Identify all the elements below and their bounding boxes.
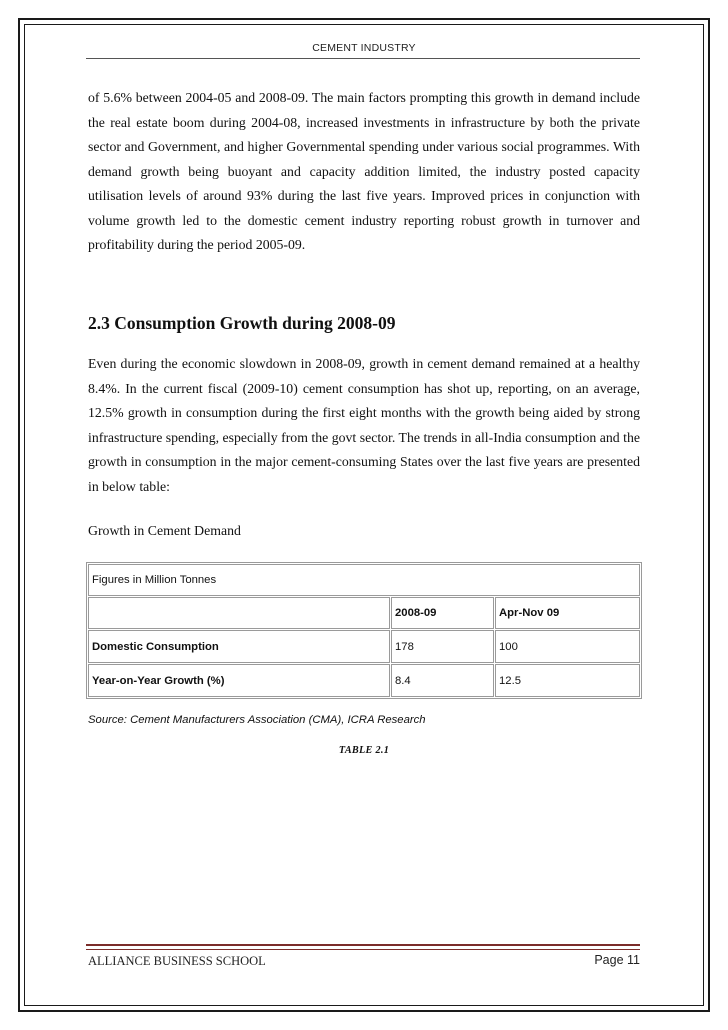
source-note: Source: Cement Manufacturers Association (CMA), ICRA Research	[88, 714, 426, 726]
row-label-domestic-consumption: Domestic Consumption	[88, 630, 390, 663]
units-note-cell: Figures in Million Tonnes	[88, 564, 640, 596]
table-header-row	[88, 597, 640, 629]
cell-value: 100	[495, 630, 640, 663]
intro-paragraph: of 5.6% between 2004-05 and 2008-09. The main factors prompting this growth in demand include the real estate boom during 2004-08, increased investments in infrastructure by both the private sector and Government, and higher Governmental spending under various social programmes. With demand growth being buoyant and capacity addition limited, the industry posted capacity utilisation levels of around 93% during the last five years. Improved prices in conjunction with volume growth led to the domestic cement industry reporting robust growth in turnover and profitability during the period 2005-09.	[88, 90, 640, 252]
table-caption: Growth in Cement Demand	[88, 523, 241, 538]
header-divider	[86, 58, 640, 59]
page-number: Page 11	[594, 953, 640, 967]
cell-value: 12.5	[495, 664, 640, 697]
footer-divider-thick	[86, 944, 640, 946]
row-label-yoy-growth: Year-on-Year Growth (%)	[88, 664, 390, 697]
cell-value: 8.4	[391, 664, 494, 697]
section-paragraph: Even during the economic slowdown in 2008-09, growth in cement demand remained at a healthy 8.4%. In the current fiscal (2009-10) cement consumption has shot up, reporting, on an average, 12.5% growth in consumption during the first eight months with the growth being aided by strong infrastructure spending, especially from the govt sector. The trends in all-India consumption and the growth in consumption in the major cement-consuming States over the last five years are presented in below table:	[88, 356, 640, 494]
section-heading: 2.3 Consumption Growth during 2008-09	[88, 313, 396, 333]
footer-school-name: ALLIANCE BUSINESS SCHOOL	[88, 954, 266, 968]
table-row	[88, 664, 640, 697]
cell-value: 178	[391, 630, 494, 663]
header-cell-apr-nov-09: Apr-Nov 09	[495, 597, 640, 629]
header-cell-blank	[88, 597, 390, 629]
running-header: CEMENT INDUSTRY	[312, 42, 416, 54]
cement-demand-table	[86, 562, 642, 699]
header-cell-2008-09: 2008-09	[391, 597, 494, 629]
table-row	[88, 630, 640, 663]
table-units-row	[88, 564, 640, 596]
table-number-label: TABLE 2.1	[338, 745, 390, 756]
footer-divider-thin	[86, 949, 640, 950]
